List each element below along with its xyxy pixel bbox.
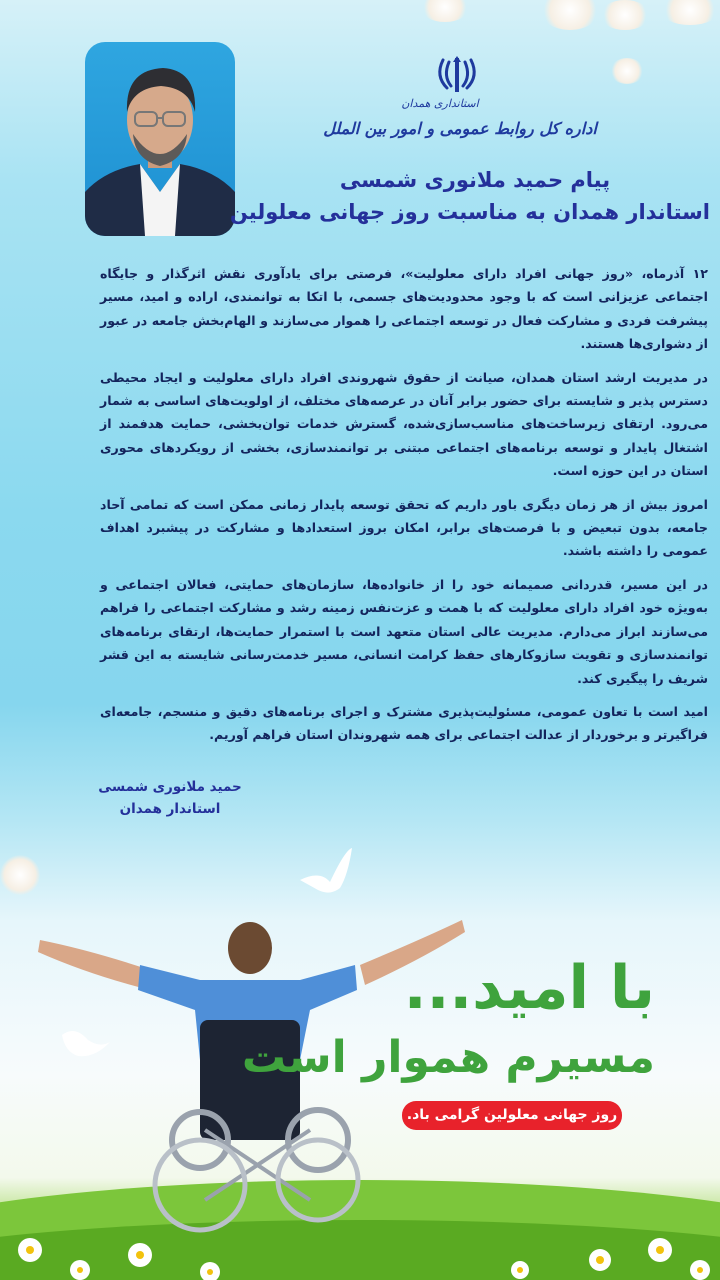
message-paragraph: ۱۲ آذرماه، «روز جهانی افراد دارای معلولیت»، فرصتی برای یادآوری نقش اثرگذار و جایگاه اجتماعی عزیزانی است که با وجود محدودیت‌های جسمی، با اتکا به توانمندی، اراده و امید، مسیر پیشرفت فردی و مشارکت فعال در توسعه اجتماعی را هموار می‌سازند و الهام‌بخش جامعه در عبور از دشواری‌ها هستند. <box>100 266 708 352</box>
blossom-decoration <box>660 0 720 25</box>
message-paragraph: در این مسیر، قدردانی صمیمانه خود را از خانواده‌ها، سازمان‌های حمایتی، فعالان اجتماعی و به‌ویژه خود افراد دارای معلولیت که با همت و عزت‌نفس زمینه رشد و مشارکت اجتماعی را فراهم می‌سازند ابراز می‌دارم. مدیریت عالی استان متعهد است با استمرار حمایت‌ها، ارتقای برنامه‌های توانمندسازی و تقویت سازوکارهای حفظ کرامت انسانی، مسیر خدمت‌رسانی شایسته به این قشر شریف را پیگیری کند. <box>100 576 708 686</box>
signature-role: استاندار همدان <box>119 801 221 817</box>
message-subtitle: استاندار همدان به مناسبت روز جهانی معلولین <box>229 200 710 224</box>
office-subtitle: استانداری همدان <box>401 97 479 110</box>
message-paragraph: امروز بیش از هر زمان دیگری باور داریم که تحقق توسعه پایدار زمانی ممکن است که تمامی آحاد جامعه، بدون تبعیض و با فرصت‌های برابر، امکان بروز استعدادها و مشارکت در پیشبرد اهداف عمومی را داشته باشند. <box>100 496 708 559</box>
office-title: اداره کل روابط عمومی و امور بین الملل <box>323 119 597 138</box>
message-paragraph: در مدیریت ارشد استان همدان، صیانت از حقوق شهروندی افراد دارای معلولیت و ایجاد محیطی دسترس پذیر و شایسته برای حضور برابر آنان در عرصه‌های مختلف، از اولویت‌های اساسی به شمار می‌رود. ارتقای زیرساخت‌های مناسب‌سازی‌شده، گسترش خدمات توان‌بخشی، حمایت هدفمند از اشتغال پایدار و توسعه برنامه‌های اجتماعی مبتنی بر توانمندسازی، بخشی از رویکردهای محوری استان در این حوزه است. <box>100 369 708 479</box>
message-title: پیام حمید ملانوری شمسی <box>339 168 611 192</box>
message-paragraph: امید است با تعاون عمومی، مسئولیت‌پذیری مشترک و اجرای برنامه‌های دقیق و منسجم، جامعه‌ای فراگیرتر و برخوردار از عدالت اجتماعی برای همه شهروندان استان فراهم آوریم. <box>100 703 708 743</box>
blossom-decoration <box>610 58 644 84</box>
slogan-line1: با امید... <box>403 953 655 1023</box>
greeting-badge: روز جهانی معلولین گرامی باد. <box>402 1101 622 1130</box>
signature-name: حمید ملانوری شمسی <box>98 779 242 795</box>
governor-photo <box>85 42 235 236</box>
slogan-line2: مسیرم هموار است <box>241 1032 655 1083</box>
message-body <box>100 262 708 757</box>
blossom-decoration <box>600 0 650 30</box>
blossom-decoration <box>420 0 470 22</box>
signature <box>82 776 258 820</box>
iran-emblem-icon <box>433 54 481 98</box>
portrait-illustration <box>85 42 235 236</box>
blossom-decoration <box>540 0 600 30</box>
